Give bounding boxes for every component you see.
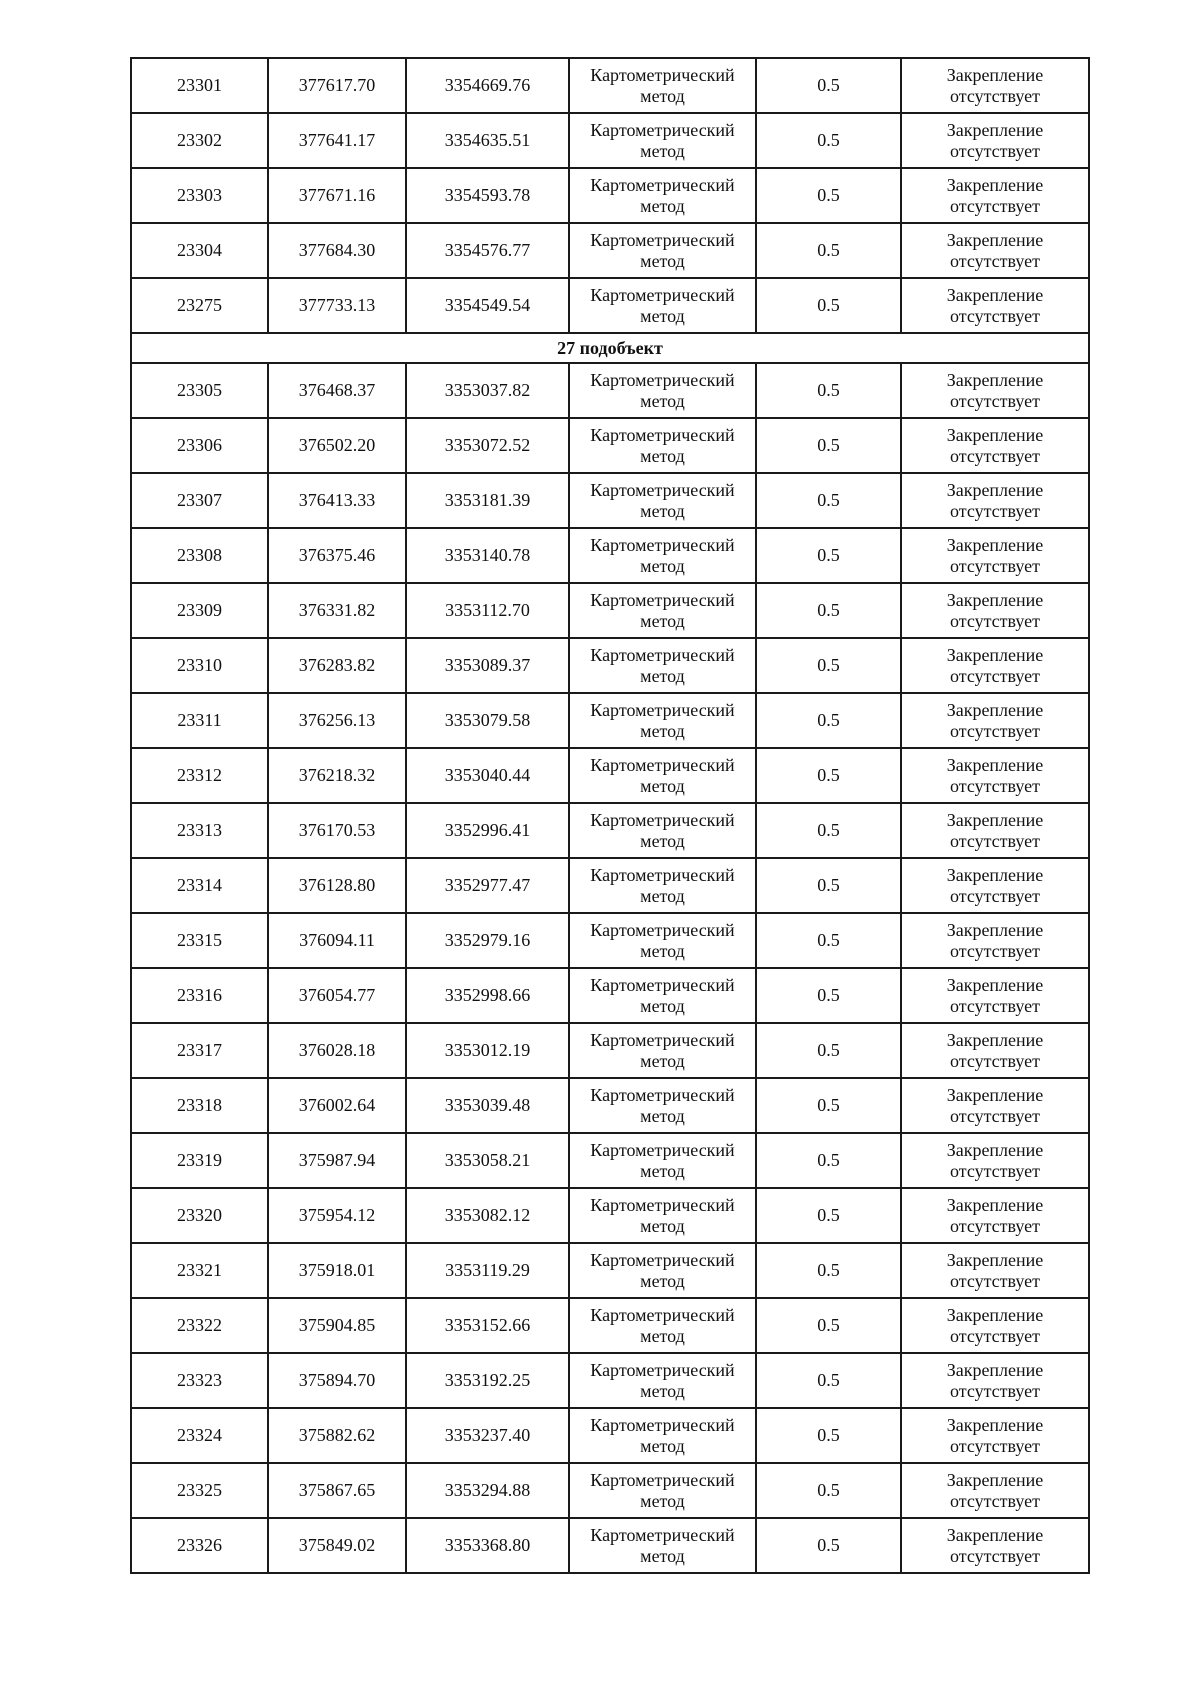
method-cell: Картометрический метод	[569, 858, 756, 913]
accuracy-cell: 0.5	[756, 1408, 901, 1463]
method-cell: Картометрический метод	[569, 1133, 756, 1188]
point-number-cell: 23313	[131, 803, 268, 858]
table-row	[131, 1353, 1089, 1408]
fixing-cell: Закрепление отсутствует	[901, 583, 1089, 638]
method-cell: Картометрический метод	[569, 1518, 756, 1573]
fixing-cell: Закрепление отсутствует	[901, 1353, 1089, 1408]
x-coordinate-cell: 376256.13	[268, 693, 406, 748]
method-cell: Картометрический метод	[569, 1408, 756, 1463]
accuracy-cell: 0.5	[756, 1188, 901, 1243]
table-row	[131, 1408, 1089, 1463]
method-cell: Картометрический метод	[569, 278, 756, 333]
accuracy-cell: 0.5	[756, 583, 901, 638]
x-coordinate-cell: 375987.94	[268, 1133, 406, 1188]
table-row	[131, 803, 1089, 858]
x-coordinate-cell: 376170.53	[268, 803, 406, 858]
y-coordinate-cell: 3353152.66	[406, 1298, 569, 1353]
fixing-cell: Закрепление отсутствует	[901, 748, 1089, 803]
point-number-cell: 23324	[131, 1408, 268, 1463]
x-coordinate-cell: 376468.37	[268, 363, 406, 418]
accuracy-cell: 0.5	[756, 1023, 901, 1078]
point-number-cell: 23307	[131, 473, 268, 528]
fixing-cell: Закрепление отсутствует	[901, 913, 1089, 968]
point-number-cell: 23306	[131, 418, 268, 473]
table-row	[131, 1463, 1089, 1518]
fixing-cell: Закрепление отсутствует	[901, 1078, 1089, 1133]
x-coordinate-cell: 375867.65	[268, 1463, 406, 1518]
method-cell: Картометрический метод	[569, 223, 756, 278]
table-row	[131, 1023, 1089, 1078]
point-number-cell: 23275	[131, 278, 268, 333]
accuracy-cell: 0.5	[756, 913, 901, 968]
table-row	[131, 168, 1089, 223]
y-coordinate-cell: 3353368.80	[406, 1518, 569, 1573]
y-coordinate-cell: 3352977.47	[406, 858, 569, 913]
fixing-cell: Закрепление отсутствует	[901, 1133, 1089, 1188]
y-coordinate-cell: 3353040.44	[406, 748, 569, 803]
y-coordinate-cell: 3353089.37	[406, 638, 569, 693]
method-cell: Картометрический метод	[569, 363, 756, 418]
accuracy-cell: 0.5	[756, 803, 901, 858]
table-row	[131, 638, 1089, 693]
y-coordinate-cell: 3353181.39	[406, 473, 569, 528]
point-number-cell: 23323	[131, 1353, 268, 1408]
method-cell: Картометрический метод	[569, 1023, 756, 1078]
accuracy-cell: 0.5	[756, 113, 901, 168]
coordinates-table-body	[131, 58, 1089, 1573]
y-coordinate-cell: 3353072.52	[406, 418, 569, 473]
accuracy-cell: 0.5	[756, 1133, 901, 1188]
method-cell: Картометрический метод	[569, 1463, 756, 1518]
point-number-cell: 23310	[131, 638, 268, 693]
point-number-cell: 23303	[131, 168, 268, 223]
method-cell: Картометрический метод	[569, 693, 756, 748]
table-row	[131, 858, 1089, 913]
accuracy-cell: 0.5	[756, 168, 901, 223]
method-cell: Картометрический метод	[569, 1353, 756, 1408]
table-row	[131, 528, 1089, 583]
accuracy-cell: 0.5	[756, 1243, 901, 1298]
method-cell: Картометрический метод	[569, 638, 756, 693]
x-coordinate-cell: 377617.70	[268, 58, 406, 113]
x-coordinate-cell: 375894.70	[268, 1353, 406, 1408]
point-number-cell: 23308	[131, 528, 268, 583]
method-cell: Картометрический метод	[569, 583, 756, 638]
accuracy-cell: 0.5	[756, 1518, 901, 1573]
y-coordinate-cell: 3354549.54	[406, 278, 569, 333]
fixing-cell: Закрепление отсутствует	[901, 858, 1089, 913]
method-cell: Картометрический метод	[569, 418, 756, 473]
point-number-cell: 23302	[131, 113, 268, 168]
y-coordinate-cell: 3352998.66	[406, 968, 569, 1023]
accuracy-cell: 0.5	[756, 1463, 901, 1518]
table-row	[131, 1518, 1089, 1573]
x-coordinate-cell: 376283.82	[268, 638, 406, 693]
method-cell: Картометрический метод	[569, 473, 756, 528]
fixing-cell: Закрепление отсутствует	[901, 418, 1089, 473]
method-cell: Картометрический метод	[569, 748, 756, 803]
point-number-cell: 23312	[131, 748, 268, 803]
x-coordinate-cell: 377684.30	[268, 223, 406, 278]
table-row	[131, 473, 1089, 528]
subobject-header-row	[131, 333, 1089, 363]
table-row	[131, 113, 1089, 168]
y-coordinate-cell: 3354669.76	[406, 58, 569, 113]
accuracy-cell: 0.5	[756, 278, 901, 333]
accuracy-cell: 0.5	[756, 363, 901, 418]
table-row	[131, 1078, 1089, 1133]
y-coordinate-cell: 3354593.78	[406, 168, 569, 223]
fixing-cell: Закрепление отсутствует	[901, 638, 1089, 693]
x-coordinate-cell: 376028.18	[268, 1023, 406, 1078]
y-coordinate-cell: 3352979.16	[406, 913, 569, 968]
fixing-cell: Закрепление отсутствует	[901, 1518, 1089, 1573]
y-coordinate-cell: 3353039.48	[406, 1078, 569, 1133]
method-cell: Картометрический метод	[569, 113, 756, 168]
fixing-cell: Закрепление отсутствует	[901, 968, 1089, 1023]
table-row	[131, 278, 1089, 333]
fixing-cell: Закрепление отсутствует	[901, 223, 1089, 278]
point-number-cell: 23314	[131, 858, 268, 913]
coordinates-table	[130, 57, 1090, 1574]
y-coordinate-cell: 3354635.51	[406, 113, 569, 168]
fixing-cell: Закрепление отсутствует	[901, 1243, 1089, 1298]
fixing-cell: Закрепление отсутствует	[901, 1188, 1089, 1243]
accuracy-cell: 0.5	[756, 1078, 901, 1133]
fixing-cell: Закрепление отсутствует	[901, 363, 1089, 418]
x-coordinate-cell: 375918.01	[268, 1243, 406, 1298]
accuracy-cell: 0.5	[756, 1353, 901, 1408]
point-number-cell: 23322	[131, 1298, 268, 1353]
fixing-cell: Закрепление отсутствует	[901, 113, 1089, 168]
x-coordinate-cell: 376094.11	[268, 913, 406, 968]
fixing-cell: Закрепление отсутствует	[901, 473, 1089, 528]
x-coordinate-cell: 375882.62	[268, 1408, 406, 1463]
table-row	[131, 1188, 1089, 1243]
x-coordinate-cell: 377671.16	[268, 168, 406, 223]
x-coordinate-cell: 375849.02	[268, 1518, 406, 1573]
fixing-cell: Закрепление отсутствует	[901, 1023, 1089, 1078]
table-row	[131, 693, 1089, 748]
method-cell: Картометрический метод	[569, 803, 756, 858]
x-coordinate-cell: 377641.17	[268, 113, 406, 168]
table-row	[131, 968, 1089, 1023]
point-number-cell: 23319	[131, 1133, 268, 1188]
table-row	[131, 418, 1089, 473]
accuracy-cell: 0.5	[756, 638, 901, 693]
table-row	[131, 748, 1089, 803]
table-row	[131, 913, 1089, 968]
table-row	[131, 363, 1089, 418]
y-coordinate-cell: 3353140.78	[406, 528, 569, 583]
point-number-cell: 23320	[131, 1188, 268, 1243]
table-row	[131, 1243, 1089, 1298]
method-cell: Картометрический метод	[569, 1243, 756, 1298]
method-cell: Картометрический метод	[569, 968, 756, 1023]
method-cell: Картометрический метод	[569, 528, 756, 583]
x-coordinate-cell: 376054.77	[268, 968, 406, 1023]
y-coordinate-cell: 3353012.19	[406, 1023, 569, 1078]
accuracy-cell: 0.5	[756, 968, 901, 1023]
x-coordinate-cell: 377733.13	[268, 278, 406, 333]
fixing-cell: Закрепление отсутствует	[901, 803, 1089, 858]
x-coordinate-cell: 376218.32	[268, 748, 406, 803]
method-cell: Картометрический метод	[569, 1078, 756, 1133]
x-coordinate-cell: 376502.20	[268, 418, 406, 473]
accuracy-cell: 0.5	[756, 418, 901, 473]
fixing-cell: Закрепление отсутствует	[901, 58, 1089, 113]
accuracy-cell: 0.5	[756, 1298, 901, 1353]
x-coordinate-cell: 376128.80	[268, 858, 406, 913]
method-cell: Картометрический метод	[569, 58, 756, 113]
x-coordinate-cell: 376002.64	[268, 1078, 406, 1133]
y-coordinate-cell: 3353192.25	[406, 1353, 569, 1408]
point-number-cell: 23317	[131, 1023, 268, 1078]
point-number-cell: 23315	[131, 913, 268, 968]
fixing-cell: Закрепление отсутствует	[901, 528, 1089, 583]
table-row	[131, 58, 1089, 113]
y-coordinate-cell: 3353112.70	[406, 583, 569, 638]
point-number-cell: 23318	[131, 1078, 268, 1133]
y-coordinate-cell: 3353294.88	[406, 1463, 569, 1518]
accuracy-cell: 0.5	[756, 528, 901, 583]
point-number-cell: 23321	[131, 1243, 268, 1298]
point-number-cell: 23304	[131, 223, 268, 278]
fixing-cell: Закрепление отсутствует	[901, 278, 1089, 333]
point-number-cell: 23301	[131, 58, 268, 113]
x-coordinate-cell: 376375.46	[268, 528, 406, 583]
method-cell: Картометрический метод	[569, 1188, 756, 1243]
y-coordinate-cell: 3353237.40	[406, 1408, 569, 1463]
method-cell: Картометрический метод	[569, 1298, 756, 1353]
table-row	[131, 1298, 1089, 1353]
point-number-cell: 23309	[131, 583, 268, 638]
fixing-cell: Закрепление отсутствует	[901, 693, 1089, 748]
y-coordinate-cell: 3352996.41	[406, 803, 569, 858]
accuracy-cell: 0.5	[756, 693, 901, 748]
accuracy-cell: 0.5	[756, 858, 901, 913]
y-coordinate-cell: 3353058.21	[406, 1133, 569, 1188]
accuracy-cell: 0.5	[756, 748, 901, 803]
fixing-cell: Закрепление отсутствует	[901, 1463, 1089, 1518]
point-number-cell: 23325	[131, 1463, 268, 1518]
point-number-cell: 23316	[131, 968, 268, 1023]
accuracy-cell: 0.5	[756, 223, 901, 278]
point-number-cell: 23305	[131, 363, 268, 418]
fixing-cell: Закрепление отсутствует	[901, 168, 1089, 223]
fixing-cell: Закрепление отсутствует	[901, 1408, 1089, 1463]
y-coordinate-cell: 3353037.82	[406, 363, 569, 418]
table-row	[131, 1133, 1089, 1188]
x-coordinate-cell: 376331.82	[268, 583, 406, 638]
y-coordinate-cell: 3354576.77	[406, 223, 569, 278]
point-number-cell: 23326	[131, 1518, 268, 1573]
method-cell: Картометрический метод	[569, 168, 756, 223]
x-coordinate-cell: 375954.12	[268, 1188, 406, 1243]
subobject-label: 27 подобъект	[131, 333, 1089, 363]
y-coordinate-cell: 3353079.58	[406, 693, 569, 748]
fixing-cell: Закрепление отсутствует	[901, 1298, 1089, 1353]
y-coordinate-cell: 3353082.12	[406, 1188, 569, 1243]
method-cell: Картометрический метод	[569, 913, 756, 968]
x-coordinate-cell: 375904.85	[268, 1298, 406, 1353]
point-number-cell: 23311	[131, 693, 268, 748]
y-coordinate-cell: 3353119.29	[406, 1243, 569, 1298]
table-row	[131, 223, 1089, 278]
table-row	[131, 583, 1089, 638]
x-coordinate-cell: 376413.33	[268, 473, 406, 528]
accuracy-cell: 0.5	[756, 58, 901, 113]
accuracy-cell: 0.5	[756, 473, 901, 528]
